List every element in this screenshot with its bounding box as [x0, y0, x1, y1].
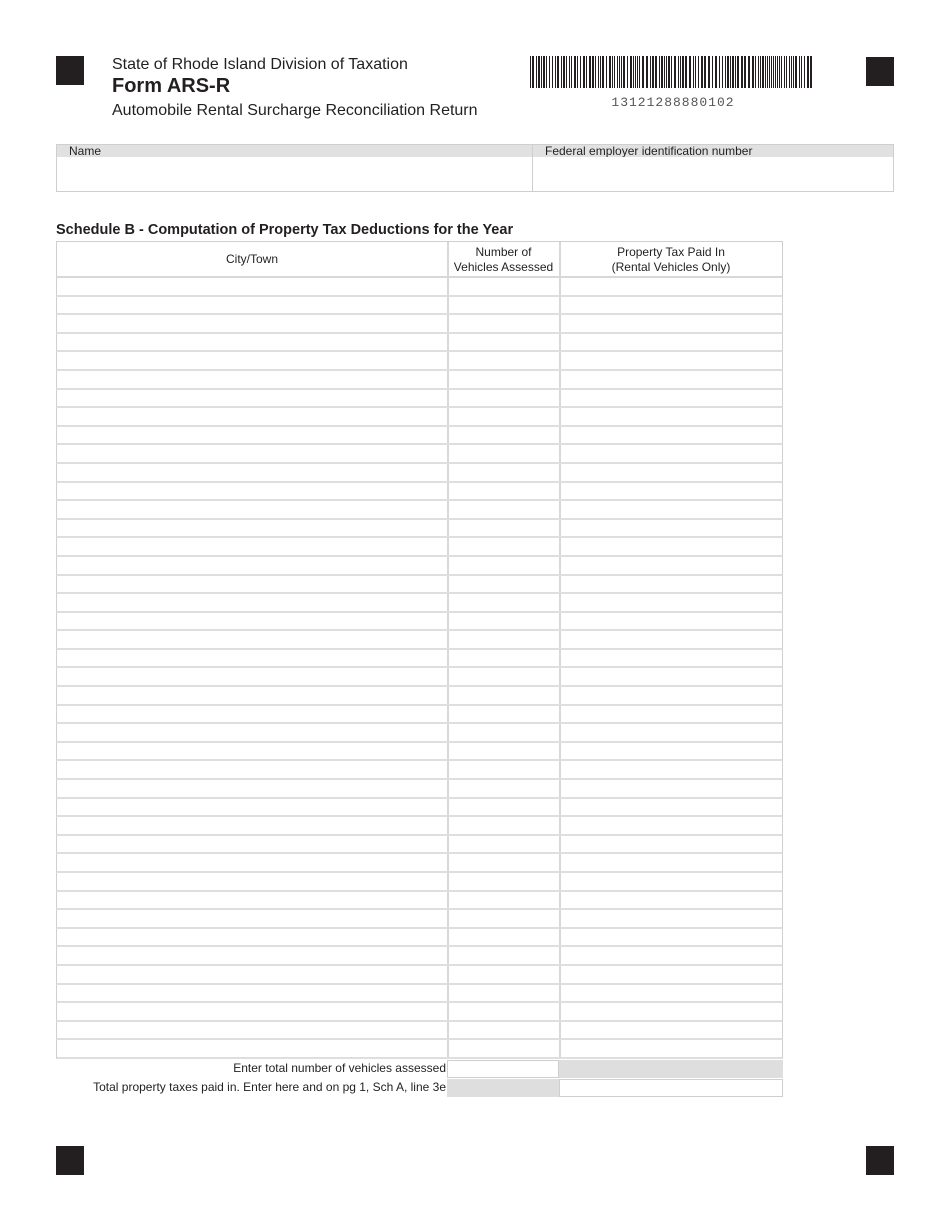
table-row [56, 817, 783, 836]
table-row [56, 538, 783, 557]
table-row [56, 594, 783, 613]
vehicles-cell[interactable] [448, 929, 561, 946]
table-row [56, 464, 783, 483]
vehicles-cell[interactable] [448, 836, 561, 853]
tax-paid-cell[interactable] [560, 854, 782, 871]
tax-paid-cell[interactable] [560, 836, 782, 853]
city-cell[interactable] [57, 557, 449, 574]
vehicles-cell[interactable] [448, 371, 561, 388]
table-row [56, 557, 783, 576]
vehicles-cell[interactable] [448, 352, 561, 369]
vehicles-cell[interactable] [448, 817, 561, 834]
tax-paid-cell[interactable] [560, 668, 782, 685]
city-cell[interactable] [57, 873, 449, 890]
column-header-vehicles [448, 242, 561, 277]
city-cell[interactable] [57, 334, 449, 351]
tax-paid-cell[interactable] [560, 706, 782, 723]
schedule-b-table [56, 241, 783, 1059]
city-cell[interactable] [57, 910, 449, 927]
table-row [56, 576, 783, 595]
table-row [56, 892, 783, 911]
vehicles-cell[interactable] [448, 966, 561, 983]
table-row [56, 613, 783, 632]
total-taxes-shaded-cell [447, 1079, 559, 1097]
table-row [56, 390, 783, 409]
vehicles-cell[interactable] [448, 780, 561, 797]
city-cell[interactable] [57, 352, 449, 369]
vehicles-cell[interactable] [448, 985, 561, 1002]
tax-paid-cell[interactable] [560, 910, 782, 927]
city-cell[interactable] [57, 427, 449, 444]
city-cell[interactable] [57, 538, 449, 555]
table-row [56, 650, 783, 669]
table-row [56, 297, 783, 316]
vehicles-cell[interactable] [448, 501, 561, 518]
city-cell[interactable] [57, 1003, 449, 1020]
tax-paid-cell[interactable] [560, 408, 782, 425]
table-row [56, 836, 783, 855]
vehicles-cell[interactable] [448, 724, 561, 741]
tax-paid-cell[interactable] [560, 1022, 782, 1039]
city-cell[interactable] [57, 594, 449, 611]
table-row [56, 761, 783, 780]
city-cell[interactable] [57, 278, 449, 295]
tax-paid-cell[interactable] [560, 631, 782, 648]
total-taxes-input[interactable] [559, 1079, 783, 1097]
vehicles-cell[interactable] [448, 761, 561, 778]
vehicles-cell[interactable] [448, 445, 561, 462]
vehicles-cell[interactable] [448, 631, 561, 648]
vehicles-cell[interactable] [448, 910, 561, 927]
table-header [56, 241, 783, 278]
column-header-vehicles-label: Number of Vehicles Assessed [453, 244, 554, 274]
city-cell[interactable] [57, 780, 449, 797]
vehicles-cell[interactable] [448, 650, 561, 667]
table-row [56, 1003, 783, 1022]
tax-paid-cell[interactable] [560, 520, 782, 537]
vehicles-cell[interactable] [448, 334, 561, 351]
vehicles-cell[interactable] [448, 520, 561, 537]
table-row [56, 947, 783, 966]
total-vehicles-shaded-cell [559, 1060, 783, 1078]
table-row [56, 1040, 783, 1059]
vehicles-cell[interactable] [448, 278, 561, 295]
name-input[interactable] [59, 159, 530, 189]
vehicles-cell[interactable] [448, 799, 561, 816]
column-header-tax [560, 242, 782, 277]
tax-paid-cell[interactable] [560, 445, 782, 462]
tax-paid-cell[interactable] [560, 929, 782, 946]
schedule-title: Schedule B - Computation of Property Tax Deductions for the Year [56, 222, 514, 238]
table-row [56, 445, 783, 464]
table-row [56, 315, 783, 334]
total-vehicles-input[interactable] [447, 1060, 559, 1078]
fein-field-cell [533, 145, 893, 191]
total-taxes-label: Total property taxes paid in. Enter here and on pg 1, Sch A, line 3e [93, 1080, 446, 1094]
column-header-city-label: City/Town [225, 252, 278, 266]
table-row [56, 687, 783, 706]
tax-paid-cell[interactable] [560, 613, 782, 630]
vehicles-cell[interactable] [448, 892, 561, 909]
tax-paid-cell[interactable] [560, 427, 782, 444]
table-row [56, 501, 783, 520]
vehicles-cell[interactable] [448, 1003, 561, 1020]
table-row [56, 278, 783, 297]
vehicles-cell[interactable] [448, 668, 561, 685]
vehicles-cell[interactable] [448, 706, 561, 723]
table-row [56, 799, 783, 818]
vehicles-cell[interactable] [448, 1040, 561, 1057]
table-body [56, 278, 783, 1059]
vehicles-cell[interactable] [448, 483, 561, 500]
city-cell[interactable] [57, 390, 449, 407]
city-cell[interactable] [57, 520, 449, 537]
table-row [56, 483, 783, 502]
tax-paid-cell[interactable] [560, 352, 782, 369]
city-cell[interactable] [57, 576, 449, 593]
tax-paid-cell[interactable] [560, 799, 782, 816]
table-row [56, 743, 783, 762]
registration-mark-top-right [866, 57, 894, 86]
table-row [56, 631, 783, 650]
agency-name: State of Rhode Island Division of Taxation [112, 56, 408, 73]
table-row [56, 668, 783, 687]
city-cell[interactable] [57, 1040, 449, 1057]
tax-paid-cell[interactable] [560, 297, 782, 314]
city-cell[interactable] [57, 854, 449, 871]
tax-paid-cell[interactable] [560, 780, 782, 797]
tax-paid-cell[interactable] [560, 687, 782, 704]
vehicles-cell[interactable] [448, 854, 561, 871]
tax-paid-cell[interactable] [560, 947, 782, 964]
vehicles-cell[interactable] [448, 576, 561, 593]
vehicles-cell[interactable] [448, 557, 561, 574]
table-row [56, 1022, 783, 1041]
table-row [56, 929, 783, 948]
city-cell[interactable] [57, 724, 449, 741]
table-row [56, 873, 783, 892]
tax-paid-cell[interactable] [560, 501, 782, 518]
city-cell[interactable] [57, 464, 449, 481]
city-cell[interactable] [57, 817, 449, 834]
vehicles-cell[interactable] [448, 594, 561, 611]
city-cell[interactable] [57, 985, 449, 1002]
column-header-city [57, 242, 449, 277]
barcode-icon [530, 56, 816, 88]
city-cell[interactable] [57, 483, 449, 500]
name-label: Name [57, 145, 532, 157]
tax-paid-cell[interactable] [560, 594, 782, 611]
tax-paid-cell[interactable] [560, 557, 782, 574]
registration-mark-bottom-right [866, 1146, 894, 1175]
vehicles-cell[interactable] [448, 1022, 561, 1039]
tax-paid-cell[interactable] [560, 1003, 782, 1020]
city-cell[interactable] [57, 668, 449, 685]
fein-label: Federal employer identification number [533, 145, 893, 157]
tax-paid-cell[interactable] [560, 538, 782, 555]
table-row [56, 985, 783, 1004]
city-cell[interactable] [57, 501, 449, 518]
table-row [56, 706, 783, 725]
tax-paid-cell[interactable] [560, 985, 782, 1002]
form-subtitle: Automobile Rental Surcharge Reconciliation Return [112, 102, 478, 119]
table-row [56, 427, 783, 446]
city-cell[interactable] [57, 836, 449, 853]
tax-paid-cell[interactable] [560, 483, 782, 500]
city-cell[interactable] [57, 371, 449, 388]
city-cell[interactable] [57, 929, 449, 946]
table-row [56, 966, 783, 985]
tax-paid-cell[interactable] [560, 464, 782, 481]
barcode-number: 13121288880102 [611, 95, 735, 110]
fein-input[interactable] [535, 159, 891, 189]
vehicles-cell[interactable] [448, 315, 561, 332]
table-row [56, 724, 783, 743]
city-cell[interactable] [57, 706, 449, 723]
city-cell[interactable] [57, 761, 449, 778]
vehicles-cell[interactable] [448, 947, 561, 964]
city-cell[interactable] [57, 613, 449, 630]
city-cell[interactable] [57, 947, 449, 964]
vehicles-cell[interactable] [448, 538, 561, 555]
table-row [56, 334, 783, 353]
tax-paid-cell[interactable] [560, 371, 782, 388]
vehicles-cell[interactable] [448, 408, 561, 425]
tax-paid-cell[interactable] [560, 1040, 782, 1057]
vehicles-cell[interactable] [448, 390, 561, 407]
city-cell[interactable] [57, 297, 449, 314]
tax-paid-cell[interactable] [560, 817, 782, 834]
vehicles-cell[interactable] [448, 427, 561, 444]
table-row [56, 371, 783, 390]
table-row [56, 520, 783, 539]
table-row [56, 352, 783, 371]
tax-paid-cell[interactable] [560, 650, 782, 667]
tax-paid-cell[interactable] [560, 576, 782, 593]
tax-paid-cell[interactable] [560, 873, 782, 890]
vehicles-cell[interactable] [448, 613, 561, 630]
total-taxes-line [56, 1079, 783, 1097]
tax-paid-cell[interactable] [560, 966, 782, 983]
tax-paid-cell[interactable] [560, 278, 782, 295]
vehicles-cell[interactable] [448, 297, 561, 314]
city-cell[interactable] [57, 445, 449, 462]
tax-paid-cell[interactable] [560, 390, 782, 407]
city-cell[interactable] [57, 631, 449, 648]
city-cell[interactable] [57, 408, 449, 425]
identification-box [56, 144, 894, 192]
table-row [56, 780, 783, 799]
city-cell[interactable] [57, 892, 449, 909]
city-cell[interactable] [57, 687, 449, 704]
city-cell[interactable] [57, 966, 449, 983]
city-cell[interactable] [57, 1022, 449, 1039]
vehicles-cell[interactable] [448, 873, 561, 890]
name-field-cell [57, 145, 533, 191]
tax-paid-cell[interactable] [560, 743, 782, 760]
tax-paid-cell[interactable] [560, 761, 782, 778]
vehicles-cell[interactable] [448, 464, 561, 481]
vehicles-cell[interactable] [448, 743, 561, 760]
city-cell[interactable] [57, 650, 449, 667]
column-header-tax-label: Property Tax Paid In (Rental Vehicles Only) [611, 244, 731, 274]
total-vehicles-line [56, 1060, 783, 1078]
city-cell[interactable] [57, 799, 449, 816]
tax-paid-cell[interactable] [560, 315, 782, 332]
tax-paid-cell[interactable] [560, 724, 782, 741]
vehicles-cell[interactable] [448, 687, 561, 704]
form-title: Form ARS-R [112, 75, 231, 97]
tax-paid-cell[interactable] [560, 892, 782, 909]
total-vehicles-label: Enter total number of vehicles assessed [233, 1061, 446, 1075]
tax-paid-cell[interactable] [560, 334, 782, 351]
registration-mark-bottom-left [56, 1146, 84, 1175]
table-row [56, 910, 783, 929]
city-cell[interactable] [57, 315, 449, 332]
table-row [56, 408, 783, 427]
registration-mark-top-left [56, 56, 84, 85]
table-row [56, 854, 783, 873]
city-cell[interactable] [57, 743, 449, 760]
